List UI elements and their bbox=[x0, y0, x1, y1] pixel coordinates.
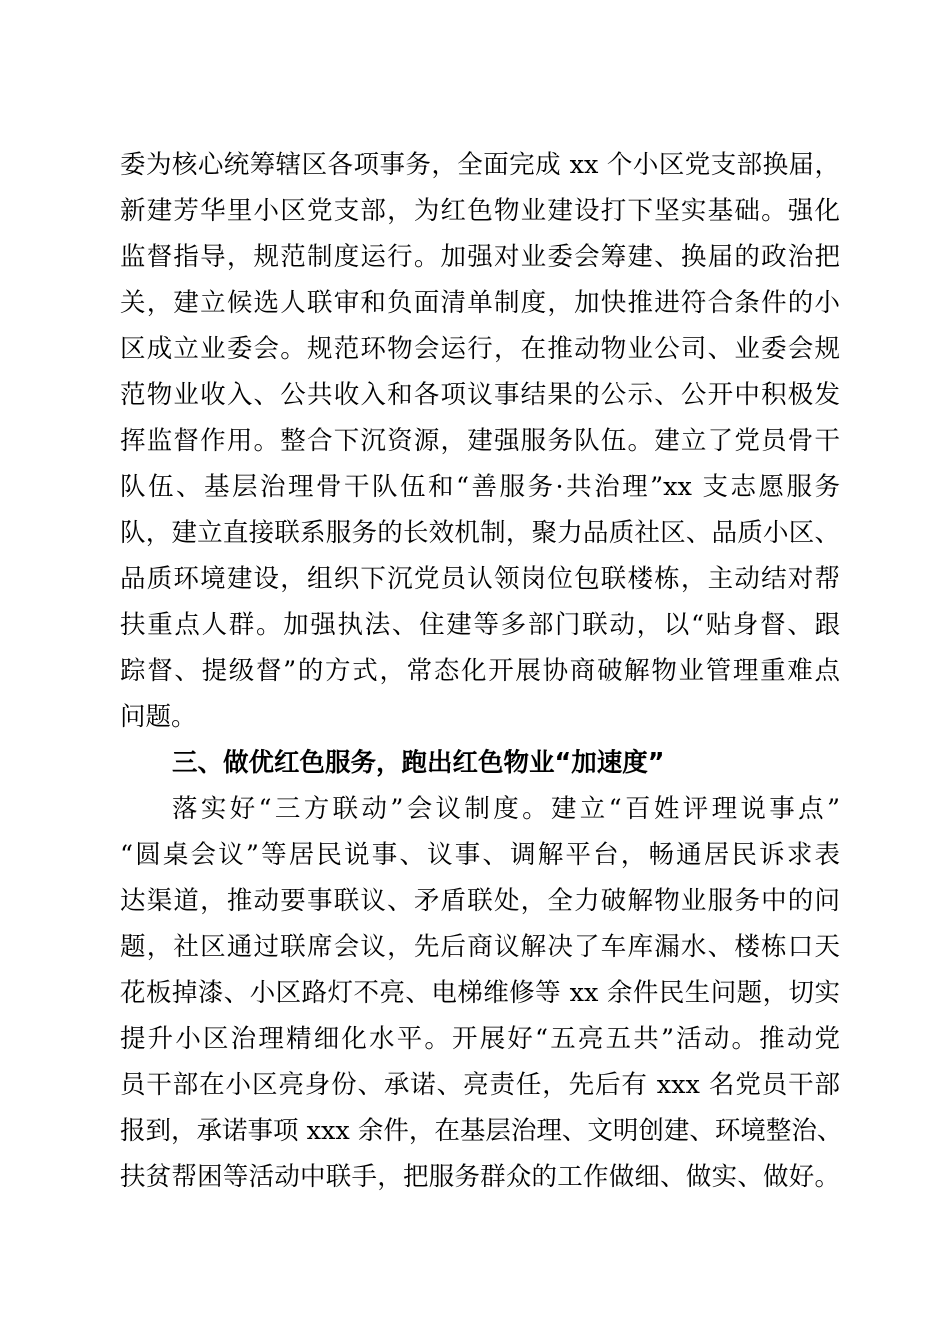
paragraph-2-line-7: 员干部在小区亮身份、承诺、亮责任，先后有 xxx 名党员干部 bbox=[120, 1070, 840, 1100]
paragraph-1-line-11: 扶重点人群。加强执法、住建等多部门联动，以“贴身督、跟 bbox=[120, 610, 840, 640]
paragraph-2-line-2: “圆桌会议”等居民说事、议事、调解平台，畅通居民诉求表 bbox=[120, 840, 840, 870]
paragraph-1-line-4: 关，建立候选人联审和负面清单制度，加快推进符合条件的小 bbox=[120, 288, 840, 318]
paragraph-1-line-6: 范物业收入、公共收入和各项议事结果的公示、公开中积极发 bbox=[120, 380, 840, 410]
paragraph-1-line-12: 踪督、提级督”的方式，常态化开展协商破解物业管理重难点 bbox=[120, 656, 840, 686]
paragraph-1-line-7: 挥监督作用。整合下沉资源，建强服务队伍。建立了党员骨干 bbox=[120, 426, 840, 456]
section-heading: 三、做优红色服务，跑出红色物业“加速度” bbox=[172, 748, 665, 778]
paragraph-2-line-1: 落实好“三方联动”会议制度。建立“百姓评理说事点” bbox=[172, 794, 840, 824]
paragraph-1-line-9: 队，建立直接联系服务的长效机制，聚力品质社区、品质小区、 bbox=[120, 518, 840, 548]
paragraph-2-line-8: 报到，承诺事项 xxx 余件，在基层治理、文明创建、环境整治、 bbox=[120, 1116, 843, 1146]
paragraph-1-line-8: 队伍、基层治理骨干队伍和“善服务·共治理”xx 支志愿服务 bbox=[120, 472, 840, 502]
paragraph-1-line-1: 委为核心统筹辖区各项事务，全面完成 xx 个小区党支部换届， bbox=[120, 150, 840, 180]
paragraph-1-line-13: 问题。 bbox=[120, 702, 197, 732]
paragraph-1-line-5: 区成立业委会。规范环物会运行，在推动物业公司、业委会规 bbox=[120, 334, 840, 364]
paragraph-2-line-9: 扶贫帮困等活动中联手，把服务群众的工作做细、做实、做好。 bbox=[120, 1162, 840, 1192]
paragraph-2-line-3: 达渠道，推动要事联议、矛盾联处，全力破解物业服务中的问 bbox=[120, 886, 840, 916]
paragraph-2-line-4: 题，社区通过联席会议，先后商议解决了车库漏水、楼栋口天 bbox=[120, 932, 840, 962]
paragraph-2-line-5: 花板掉漆、小区路灯不亮、电梯维修等 xx 余件民生问题，切实 bbox=[120, 978, 840, 1008]
paragraph-1-line-10: 品质环境建设，组织下沉党员认领岗位包联楼栋，主动结对帮 bbox=[120, 564, 840, 594]
paragraph-1-line-2: 新建芳华里小区党支部，为红色物业建设打下坚实基础。强化 bbox=[120, 196, 840, 226]
paragraph-1-line-3: 监督指导，规范制度运行。加强对业委会筹建、换届的政治把 bbox=[120, 242, 840, 272]
paragraph-2-line-6: 提升小区治理精细化水平。开展好“五亮五共”活动。推动党 bbox=[120, 1024, 840, 1054]
